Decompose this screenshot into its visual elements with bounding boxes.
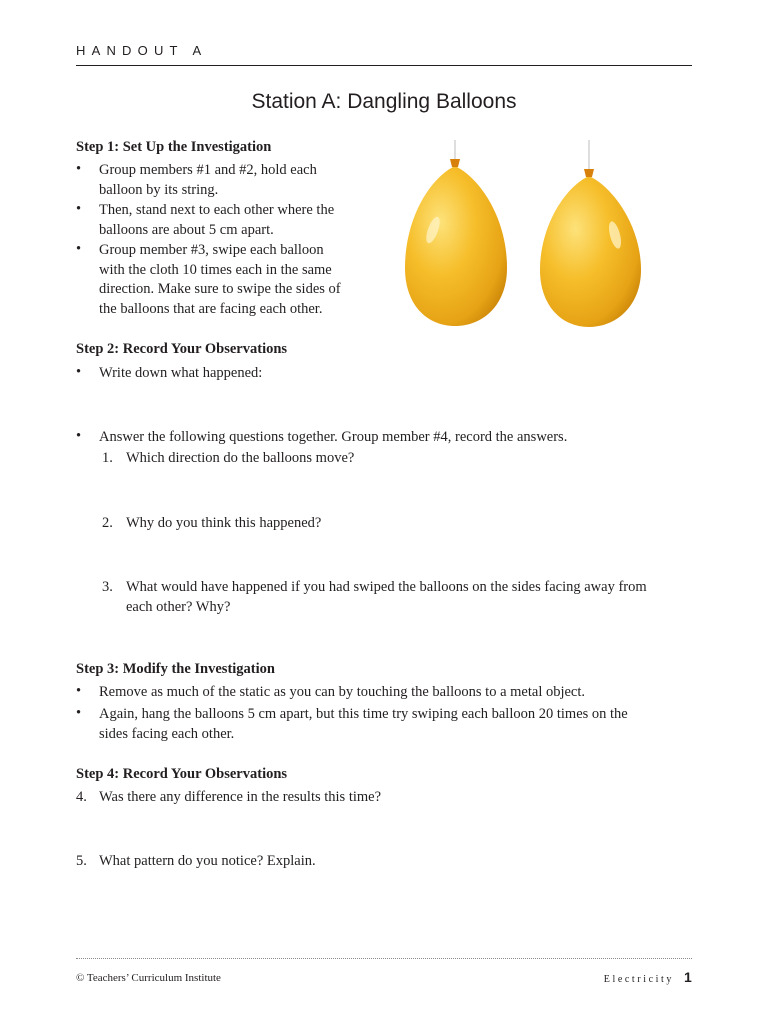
handout-label: HANDOUT A <box>76 43 208 58</box>
text-line: with the cloth 10 times each in the same <box>99 261 332 278</box>
text-line: each other? Why? <box>126 598 231 615</box>
question-text <box>126 514 321 534</box>
text-line: balloon by its string. <box>99 181 219 198</box>
text-line: Then, stand next to each other where the <box>99 202 335 218</box>
bullet-dot: • <box>76 241 82 257</box>
text-line: Again, hang the balloons 5 cm apart, but this time try swiping each balloon 20 times on the <box>99 706 628 722</box>
step1-bullet-text <box>99 241 341 319</box>
question-text: Was there any difference in the results this time? <box>99 789 382 805</box>
step2-bullet-text: Answer the following questions together. Group member #4, record the answers. <box>99 429 568 445</box>
bullet-dot: • <box>76 364 82 380</box>
page-title: Station A: Dangling Balloons <box>251 90 517 113</box>
step3-bullet-text <box>99 683 585 703</box>
step2-heading: Step 2: Record Your Observations <box>76 341 288 357</box>
question-number: 5. <box>76 853 87 869</box>
question-number: 2. <box>102 515 113 531</box>
step3-bullet-text <box>99 705 628 744</box>
balloon-knot <box>450 159 460 167</box>
text-line: Which direction do the balloons move? <box>126 450 355 466</box>
bullet-dot: • <box>76 683 82 699</box>
text-line: Remove as much of the static as you can by touching the balloons to a metal object. <box>99 684 586 700</box>
balloons-photo <box>385 140 663 346</box>
step2-bullet-text: Write down what happened: <box>99 365 263 381</box>
balloon-body <box>405 166 507 326</box>
text-line: Why do you think this happened? <box>126 515 322 531</box>
step1-bullet-text <box>99 201 334 240</box>
question-number: 3. <box>102 579 113 595</box>
bullet-dot: • <box>76 705 82 721</box>
bullet-dot: • <box>76 201 82 217</box>
question-text: What pattern do you notice? Explain. <box>99 853 316 869</box>
question-text <box>126 449 354 469</box>
bullet-dot: • <box>76 161 82 177</box>
question-text <box>126 578 647 617</box>
balloon-knot <box>584 169 594 177</box>
step1-heading: Step 1: Set Up the Investigation <box>76 139 272 155</box>
question-number: 1. <box>102 450 113 466</box>
bullet-dot: • <box>76 428 82 444</box>
header-rule <box>76 65 692 66</box>
text-line: sides facing each other. <box>99 725 235 742</box>
page-number: 1 <box>684 969 692 985</box>
step3-heading: Step 3: Modify the Investigation <box>76 661 275 677</box>
step1-bullet-text <box>99 161 317 200</box>
text-line: Group members #1 and #2, hold each <box>99 162 317 178</box>
left-balloon <box>405 140 507 326</box>
right-balloon <box>540 140 641 327</box>
text-line: Group member #3, swipe each balloon <box>99 242 324 258</box>
footer-subject: Electricity <box>603 974 674 985</box>
text-line: balloons are about 5 cm apart. <box>99 221 274 238</box>
text-line: What would have happened if you had swiped the balloons on the sides facing away from <box>126 579 647 595</box>
question-number: 4. <box>76 789 87 805</box>
text-line: the balloons that are facing each other. <box>99 300 323 317</box>
step4-heading: Step 4: Record Your Observations <box>76 766 288 782</box>
balloon-body <box>540 176 641 327</box>
text-line: direction. Make sure to swipe the sides of <box>99 281 341 297</box>
copyright: © Teachers’ Curriculum Institute <box>76 972 221 984</box>
footer-rule <box>76 958 692 959</box>
